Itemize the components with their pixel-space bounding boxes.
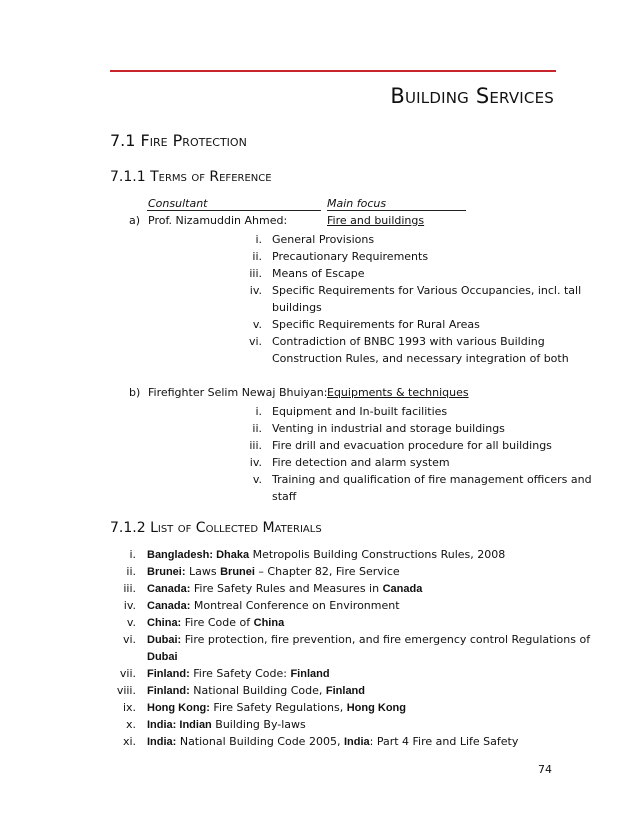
consultant-a-focus: Fire and buildings bbox=[327, 214, 425, 227]
list-item: Contradiction of BNBC 1993 with various Building bbox=[272, 335, 545, 348]
list-item-number: iv. bbox=[249, 284, 262, 297]
list-item-number: iii. bbox=[249, 267, 262, 280]
material-number: i. bbox=[129, 548, 136, 561]
material-item-continued: Dubai bbox=[147, 651, 178, 663]
consultant-b-name: Firefighter Selim Newaj Bhuiyan: bbox=[148, 386, 328, 399]
consultant-b-label: b) bbox=[129, 386, 141, 399]
material-number: iii. bbox=[123, 582, 136, 595]
material-item: Finland: Fire Safety Code: Finland bbox=[147, 667, 330, 680]
consultant-b-focus: Equipments & techniques bbox=[327, 386, 469, 399]
material-bold: Bangladesh: Dhaka bbox=[147, 549, 250, 561]
list-item: General Provisions bbox=[272, 233, 375, 246]
list-item-number: v. bbox=[252, 473, 262, 486]
list-item: Specific Requirements for Various Occupancies, incl. tall bbox=[272, 284, 582, 297]
section-heading: 7.1 Fire Protection bbox=[110, 131, 247, 150]
consultant-column-header: Consultant bbox=[148, 197, 208, 210]
material-item: China: Fire Code of China bbox=[147, 616, 285, 629]
list-item-continued: staff bbox=[272, 490, 297, 503]
list-item: Venting in industrial and storage buildings bbox=[272, 422, 505, 435]
material-item: Dubai: Fire protection, fire prevention, and fire emergency control Regulations of bbox=[147, 633, 591, 646]
list-item-number: ii. bbox=[252, 250, 262, 263]
material-item: India: National Building Code 2005, India: Part 4 Fire and Life Safety bbox=[147, 735, 519, 748]
material-item: Bangladesh: Dhaka Metropolis Building Constructions Rules, 2008 bbox=[147, 548, 506, 561]
consultant-a-name: Prof. Nizamuddin Ahmed: bbox=[148, 214, 288, 227]
material-item: Canada: Montreal Conference on Environment bbox=[147, 599, 400, 612]
list-item: Means of Escape bbox=[272, 267, 365, 280]
list-item-number: i. bbox=[255, 233, 262, 246]
list-item-number: iii. bbox=[249, 439, 262, 452]
material-number: v. bbox=[126, 616, 136, 629]
header-rule bbox=[110, 70, 556, 72]
material-number: ix. bbox=[122, 701, 136, 714]
list-item: Fire drill and evacuation procedure for all buildings bbox=[272, 439, 552, 452]
list-item-number: i. bbox=[255, 405, 262, 418]
list-item-number: iv. bbox=[249, 456, 262, 469]
material-number: iv. bbox=[123, 599, 136, 612]
material-number: x. bbox=[125, 718, 136, 731]
page-title: Building Services bbox=[390, 84, 554, 108]
list-item: Specific Requirements for Rural Areas bbox=[272, 318, 480, 331]
terms-heading: 7.1.1 Terms of Reference bbox=[110, 169, 272, 185]
material-item: Brunei: Laws Brunei – Chapter 82, Fire Service bbox=[147, 565, 400, 578]
list-item-number: v. bbox=[252, 318, 262, 331]
material-number: xi. bbox=[122, 735, 136, 748]
material-item: Hong Kong: Fire Safety Regulations, Hong Kong bbox=[147, 701, 406, 714]
material-item: Finland: National Building Code, Finland bbox=[147, 684, 365, 697]
consultant-header-underline bbox=[147, 210, 321, 211]
consultant-a-label: a) bbox=[129, 214, 141, 227]
list-item-continued: buildings bbox=[272, 301, 322, 314]
focus-column-header: Main focus bbox=[327, 197, 387, 210]
page-number: 74 bbox=[538, 763, 552, 776]
material-number: vi. bbox=[122, 633, 136, 646]
material-item: Canada: Fire Safety Rules and Measures in Canada bbox=[147, 582, 423, 595]
material-number: ii. bbox=[126, 565, 136, 578]
list-item-continued: Construction Rules, and necessary integration of both bbox=[272, 352, 569, 365]
material-number: vii. bbox=[119, 667, 136, 680]
list-item: Equipment and In-built facilities bbox=[272, 405, 448, 418]
list-item: Precautionary Requirements bbox=[272, 250, 429, 263]
material-item: India: Indian Building By-laws bbox=[147, 718, 306, 731]
focus-header-underline bbox=[327, 210, 466, 211]
material-number: viii. bbox=[116, 684, 136, 697]
list-item-number: ii. bbox=[252, 422, 262, 435]
list-item-number: vi. bbox=[248, 335, 262, 348]
list-item: Training and qualification of fire management officers and bbox=[272, 473, 592, 486]
materials-heading: 7.1.2 List of Collected Materials bbox=[110, 520, 322, 536]
list-item: Fire detection and alarm system bbox=[272, 456, 450, 469]
